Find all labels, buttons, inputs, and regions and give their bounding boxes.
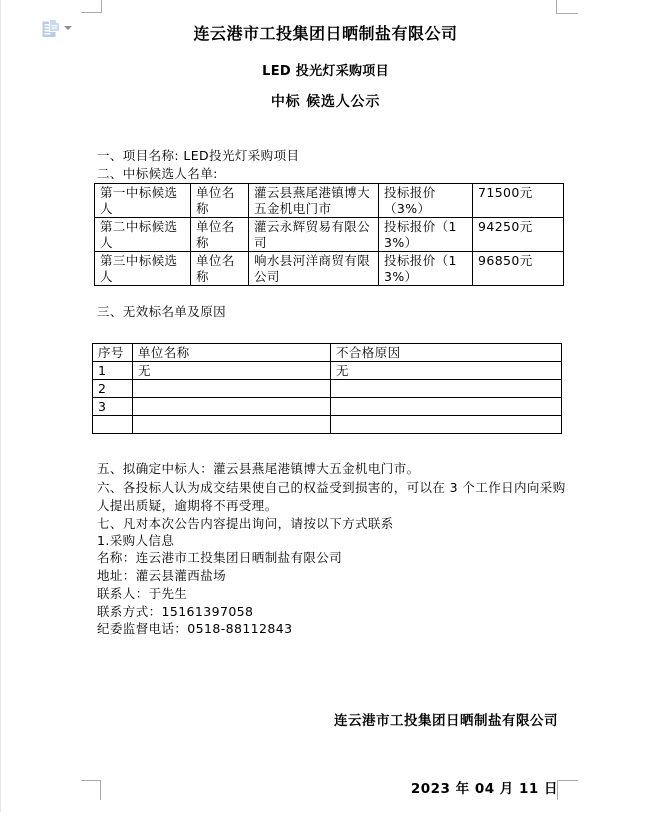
signature-date: 2023 年 04 月 11 日 — [410, 780, 558, 797]
doc-title-announcement: 中标 候选人公示 — [270, 94, 381, 110]
contact-supervision-phone: 纪委监督电话：0518-88112843 — [97, 621, 293, 636]
table-cell: 96850元 — [473, 252, 564, 286]
table-cell: 单位名称 — [191, 252, 249, 286]
table-row — [95, 218, 564, 252]
table-cell — [133, 398, 331, 416]
contact-phone: 联系方式：15161397058 — [97, 604, 254, 619]
table-row — [93, 416, 562, 434]
section-5-winner: 五、拟确定中标人：灌云县燕尾港镇博大五金机电门市。 — [97, 461, 420, 476]
table-cell: 第二中标候选人 — [95, 218, 191, 252]
table-row — [93, 398, 562, 416]
contact-person: 联系人：于先生 — [97, 586, 188, 601]
table-row — [93, 380, 562, 398]
section-7-contact-heading: 七、凡对本次公告内容提出询问，请按以下方式联系 — [97, 516, 394, 531]
table-cell: 灌云县燕尾港镇博大五金机电门市 — [249, 184, 379, 218]
table-cell: 响水县河洋商贸有限公司 — [249, 252, 379, 286]
contact-address: 地址：灌云县灌西盐场 — [97, 568, 227, 583]
table-cell: 1 — [93, 362, 133, 380]
table-header-row — [93, 344, 562, 362]
table-cell: 灌云永辉贸易有限公司 — [249, 218, 379, 252]
table-cell: 投标报价（13%） — [379, 252, 473, 286]
table-cell: 第三中标候选人 — [95, 252, 191, 286]
table-cell: 无 — [133, 362, 331, 380]
text-boundary-mark-bottom-right — [557, 780, 578, 800]
table-cell — [331, 380, 562, 398]
section-6-objection: 六、各投标人认为成交结果使自己的权益受到损害的，可以在 3 个工作日内向采购人提出质疑，逾期将不再受理。 — [97, 480, 566, 513]
section-1-project-name: 一、项目名称: LED投光灯采购项目 — [97, 148, 300, 163]
table-cell: 2 — [93, 380, 133, 398]
table-cell — [93, 416, 133, 434]
section-3-invalid-heading: 三、无效标名单及原因 — [97, 304, 227, 319]
invalid-bids-table — [92, 343, 562, 434]
candidates-table — [94, 183, 564, 286]
signature-company: 连云港市工投集团日晒制盐有限公司 — [334, 713, 558, 729]
table-cell: 单位名称 — [191, 218, 249, 252]
text-boundary-mark-top-right — [556, 0, 578, 14]
doc-title-company: 连云港市工投集团日晒制盐有限公司 — [193, 24, 458, 43]
table-row — [95, 252, 564, 286]
table-cell: 投标报价（3%） — [379, 184, 473, 218]
section-2-candidates-heading: 二、中标候选人名单: — [97, 166, 218, 181]
page-left-edge — [0, 0, 1, 812]
table-cell — [331, 398, 562, 416]
table-cell — [133, 416, 331, 434]
text-boundary-mark-bottom-left — [81, 780, 101, 800]
table-row — [93, 362, 562, 380]
text-boundary-mark-top-left — [81, 0, 102, 13]
table-cell: 单位名称 — [191, 184, 249, 218]
buyer-info-heading: 1.采购人信息 — [97, 533, 175, 548]
table-cell: 无 — [331, 362, 562, 380]
table-cell: 3 — [93, 398, 133, 416]
doc-title-project: LED 投光灯采购项目 — [262, 64, 389, 79]
signature-block — [334, 665, 558, 826]
table-cell — [133, 380, 331, 398]
table-cell: 94250元 — [473, 218, 564, 252]
table-header-cell: 不合格原因 — [331, 344, 562, 362]
table-cell: 71500元 — [473, 184, 564, 218]
table-cell — [331, 416, 562, 434]
table-header-cell: 序号 — [93, 344, 133, 362]
contact-name: 名称：连云港市工投集团日晒制盐有限公司 — [97, 550, 343, 565]
table-cell: 第一中标候选人 — [95, 184, 191, 218]
table-cell: 投标报价（13%） — [379, 218, 473, 252]
table-row — [95, 184, 564, 218]
table-header-cell: 单位名称 — [133, 344, 331, 362]
